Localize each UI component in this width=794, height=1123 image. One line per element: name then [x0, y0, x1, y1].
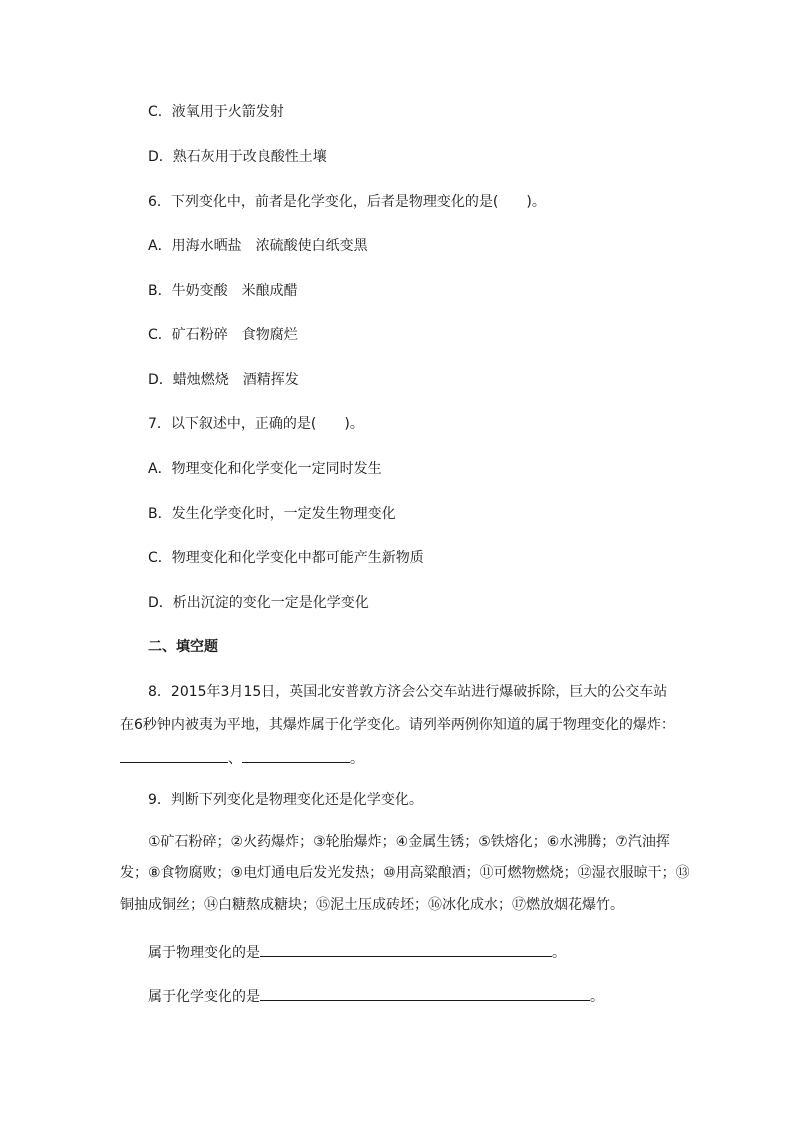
question-8-line-2: 在6秒钟内被夷为平地，其爆炸属于化学变化。请列举两例你知道的属于物理变化的爆炸：	[120, 717, 675, 733]
line-end-period: 。	[552, 945, 566, 961]
question-7-option-c: C．物理变化和化学变化中都可能产生新物质	[148, 550, 424, 566]
chemical-change-answer-row	[148, 986, 604, 1007]
answer-blank-2[interactable]	[242, 748, 350, 763]
question-8-answer-line	[120, 748, 364, 769]
section-heading-fill-in: 二、填空题	[148, 639, 218, 655]
line-end-period: 。	[590, 989, 604, 1005]
physical-change-label: 属于物理变化的是	[148, 945, 260, 961]
question-6: 6．下列变化中，前者是化学变化，后者是物理变化的是( )。	[148, 194, 546, 210]
question-6-option-a: A．用海水晒盐 浓硫酸使白纸变黑	[148, 238, 368, 254]
chemical-change-blank[interactable]	[260, 986, 590, 1001]
question-7-option-d: D．析出沉淀的变化一定是化学变化	[148, 595, 369, 611]
question-7-option-b: B．发生化学变化时，一定发生物理变化	[148, 506, 396, 522]
question-9-items-line-1: ①矿石粉碎；②火药爆炸；③轮胎爆炸；④金属生锈；⑤铁熔化；⑥水沸腾；⑦汽油挥	[148, 834, 670, 850]
option-c-liquid-oxygen: C．液氧用于火箭发射	[148, 104, 284, 120]
chemical-change-label: 属于化学变化的是	[148, 989, 260, 1005]
physical-change-blank[interactable]	[260, 942, 552, 957]
question-6-option-d: D．蜡烛燃烧 酒精挥发	[148, 372, 299, 388]
answer-blank-1[interactable]	[120, 748, 228, 763]
blank-separator: 、	[228, 751, 242, 767]
option-d-slaked-lime: D．熟石灰用于改良酸性土壤	[148, 149, 327, 165]
question-7: 7．以下叙述中，正确的是( )。	[148, 416, 364, 432]
question-9-items-line-3: 铜抽成铜丝；⑭白糖熬成糖块；⑮泥土压成砖坯；⑯冰化成水；⑰燃放烟花爆竹。	[120, 897, 624, 913]
question-6-option-b: B．牛奶变酸 米酿成醋	[148, 283, 298, 299]
question-6-option-c: C．矿石粉碎 食物腐烂	[148, 327, 298, 343]
question-9: 9．判断下列变化是物理变化还是化学变化。	[148, 792, 423, 808]
physical-change-answer-row	[148, 942, 566, 963]
line-end-period: 。	[350, 751, 364, 767]
question-7-option-a: A．物理变化和化学变化一定同时发生	[148, 461, 382, 477]
question-9-items-line-2: 发；⑧食物腐败；⑨电灯通电后发光发热；⑩用高粱酿酒；⑪可燃物燃烧；⑫湿衣服晾干；⑬	[120, 865, 690, 881]
question-8-line-1: 8．2015年3月15日，英国北安普敦方济会公交车站进行爆破拆除，巨大的公交车站	[148, 684, 668, 700]
